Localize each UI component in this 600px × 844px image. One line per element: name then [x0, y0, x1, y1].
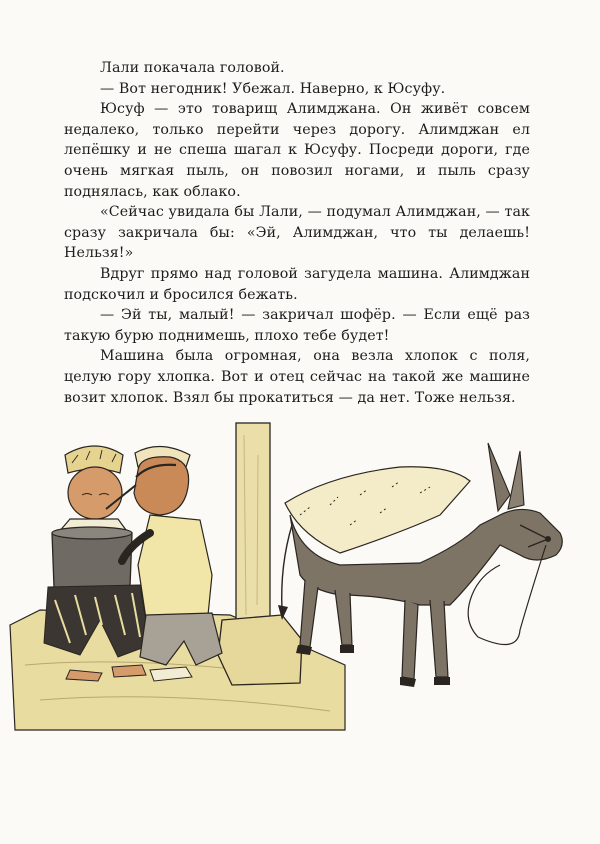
- paragraph-5: Вдруг прямо над головой загудела машина. Алимджан подскочил и бросился бежать.: [64, 265, 530, 303]
- paragraph-4: «Сейчас увидала бы Лали, — подумал Алимджан, — так сразу закричала бы: «Эй, Алимджан, что ты делаешь! Нельзя!»: [64, 204, 530, 262]
- wooden-post: [218, 423, 302, 685]
- donkey: [278, 443, 562, 687]
- paragraph-2: — Вот негодник! Убежал. Наверно, к Юсуфу.: [100, 80, 446, 97]
- paragraph-1: Лали покачала головой.: [100, 60, 285, 76]
- illustration-boys-and-donkey: [0, 415, 600, 735]
- saddle-blanket: [285, 467, 470, 553]
- paragraph-7: Машина была огромная, она везла хлопок с поля, целую гору хлопка. Вот и отец сейчас на такой же машине возит хлопок. Взял бы прокатиться — да нет. Тоже нельзя.: [64, 348, 530, 406]
- story-text: [64, 58, 530, 408]
- paragraph-6: — Эй ты, малый! — закричал шофёр. — Если ещё раз такую бурю поднимешь, плохо тебе будет!: [64, 307, 530, 344]
- paragraph-3: Юсуф — это товарищ Алимджана. Он живёт совсем недалеко, только перейти через дорогу. Алимджан ел лепёшку и не спеша шагал к Юсуфу. Посреди дороги, где очень мягкая пыль, он повозил ногами, и пыль сразу поднялась, как облако.: [64, 101, 530, 200]
